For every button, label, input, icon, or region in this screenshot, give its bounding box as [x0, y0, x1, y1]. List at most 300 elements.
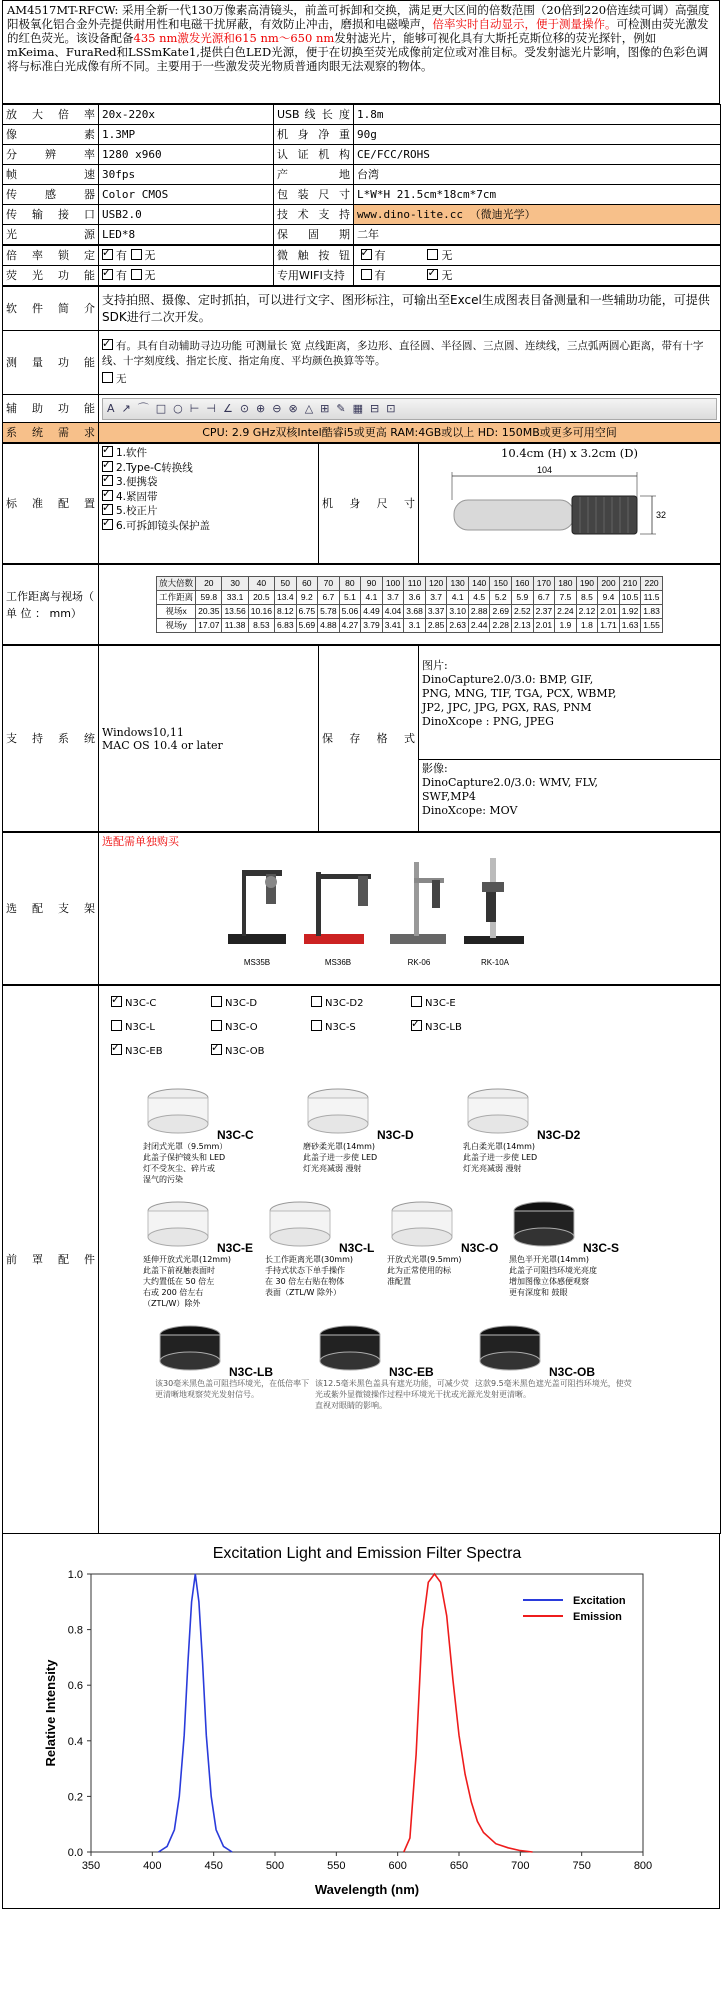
cap-checkbox[interactable]	[111, 1020, 122, 1031]
workdist-cell-value: 1.63	[619, 619, 641, 633]
intro-highlight-1: 倍率实时自动显示，便于测量操作。	[432, 17, 617, 31]
workdist-cell-value: 150	[490, 577, 512, 591]
cap-option-label: N3C-S	[325, 1022, 356, 1033]
cap-image	[303, 1080, 373, 1141]
stand-model-label: RK-10A	[480, 958, 509, 967]
cap-desc-line: 此盖子进一步使 LED	[303, 1153, 378, 1162]
touch-no-label: 无	[441, 249, 453, 262]
spec-value: 台湾	[354, 165, 721, 185]
cap-model-label: N3C-EB	[389, 1365, 434, 1379]
cap-image	[475, 1317, 545, 1378]
cap-row-2	[143, 1193, 720, 1309]
lock-yes-checkbox[interactable]	[102, 249, 113, 260]
workdist-cell-value: 8.12	[275, 605, 297, 619]
spec-value: L*W*H 21.5cm*18cm*7cm	[354, 185, 721, 205]
spec-value: 二年	[354, 225, 721, 245]
standard-items	[99, 444, 319, 564]
fluor-yes-checkbox[interactable]	[102, 269, 113, 280]
format-line: DinoCapture2.0/3.0: BMP, GIF,	[422, 673, 594, 686]
fluor-no-checkbox[interactable]	[131, 269, 142, 280]
spec-label: USB 线 长 度	[274, 105, 354, 125]
spec-row	[3, 145, 721, 165]
cap-model-label: N3C-D2	[537, 1128, 581, 1142]
microscope-body	[454, 500, 574, 530]
format-title: 影像:	[422, 762, 448, 775]
y-tick-label: 0.2	[67, 1791, 83, 1804]
workdist-cell-value: 130	[447, 577, 469, 591]
cap-option	[111, 1044, 211, 1068]
cap-desc-line: 此盖子保护镜头和 LED	[143, 1153, 226, 1162]
spec-value: 30fps	[99, 165, 274, 185]
workdist-cell-value: 10.16	[248, 605, 274, 619]
cap-option	[311, 1020, 411, 1044]
toolbar-tool-icon[interactable]: ⊗	[288, 402, 298, 415]
lock-no-checkbox[interactable]	[131, 249, 142, 260]
standard-item-label: 2.Type-C转换线	[116, 461, 193, 474]
workdist-cell-value: 1.8	[576, 619, 598, 633]
format-cell	[419, 646, 721, 832]
workdist-cell-value: 59.8	[196, 591, 222, 605]
cap-checkbox[interactable]	[211, 1020, 222, 1031]
toolbar-tool-icon[interactable]: ⊕	[256, 402, 266, 415]
wifi-options	[354, 266, 721, 286]
toolbar-tool-icon[interactable]: ✎	[336, 402, 346, 415]
cap-option	[411, 1020, 511, 1044]
cap-item	[143, 1080, 303, 1185]
cap-option	[311, 996, 411, 1020]
standard-item	[102, 519, 315, 534]
workdist-cell-value: 2.69	[490, 605, 512, 619]
cap-option-label: N3C-O	[225, 1022, 258, 1033]
spectra-chart	[3, 1534, 719, 1904]
workdist-cell-value: 2.24	[555, 605, 577, 619]
cap-desc-line: 在 30 倍左右贴在物体	[265, 1277, 345, 1286]
workdist-cell-value: 110	[404, 577, 426, 591]
workdist-cell-value: 4.5	[468, 591, 490, 605]
spec-label: 机 身 净 重	[274, 125, 354, 145]
spec-label: 光 源	[3, 225, 99, 245]
cap-checkbox[interactable]	[211, 1044, 222, 1055]
cap-checkbox[interactable]	[411, 996, 422, 1007]
dim-diameter-label: 32	[656, 510, 667, 520]
toolbar-tool-icon[interactable]: ⊡	[386, 402, 396, 415]
workdist-cell-value: 放大倍数	[157, 577, 196, 591]
cap-model-label: N3C-O	[461, 1241, 499, 1255]
cap-option	[111, 1020, 211, 1044]
chart-title: Excitation Light and Emission Filter Spectra	[212, 1545, 522, 1562]
workdist-cell-value: 8.53	[248, 619, 274, 633]
stand-model-label: RK-06	[407, 958, 431, 967]
cap-item	[387, 1193, 509, 1287]
intro-text-1: AM4517MT-RFCW: 采用全新一代130万像素高清镜头，前盖可拆卸和交换，满足更大区间的倍数范围（20倍到220倍连续可调）高强度阳极氧化铝合金外壳提供耐用性和电磁干扰屏蔽，有效防止冲击，磨损和电磁噪声，	[7, 3, 710, 31]
workdist-cell-value: 13.4	[275, 591, 297, 605]
cap-item	[303, 1080, 463, 1174]
standard-item-label: 3.便携袋	[116, 476, 158, 488]
toolbar-tool-icon[interactable]: △	[304, 402, 314, 415]
workdist-row	[157, 605, 663, 619]
spec-value: 20x-220x	[99, 105, 274, 125]
workdist-cell-value: 6.7	[318, 591, 340, 605]
workdist-cell-value: 190	[576, 577, 598, 591]
spec-label: 传 感 器	[3, 185, 99, 205]
cap-desc-line: 表面（ZTL/W 除外）	[265, 1288, 341, 1297]
image-formats	[419, 657, 720, 760]
wifi-label: 专用WIFI支持	[274, 266, 354, 286]
cap-model-label: N3C-S	[583, 1241, 620, 1255]
cap-desc-line: 黑色半开光罩(14mm)	[509, 1255, 590, 1264]
cap-desc-line: 灯不受灰尘、碎片或	[143, 1164, 215, 1173]
cap-model-label: N3C-OB	[549, 1365, 596, 1379]
fluor-label: 荧 光 功 能	[3, 266, 99, 286]
workdist-cell-value: 1.71	[598, 619, 620, 633]
cap-item	[143, 1193, 265, 1309]
workdist-cell-value: 4.1	[361, 591, 383, 605]
measure-no-checkbox[interactable]	[102, 372, 113, 383]
workdist-cell-value: 13.56	[222, 605, 248, 619]
workdist-cell-value: 200	[598, 577, 620, 591]
workdist-cell-value: 2.63	[447, 619, 469, 633]
cap-desc-line: 湿气的污染	[143, 1175, 183, 1184]
touch-options	[354, 246, 721, 266]
cap-option-label: N3C-D2	[325, 998, 364, 1009]
cap-item	[509, 1193, 631, 1298]
standard-item-checkbox[interactable]	[102, 475, 113, 486]
cap-desc-line: 长工作距离光罩(30mm)	[265, 1255, 354, 1264]
cap-item	[155, 1317, 315, 1400]
cap-desc-line: 磨砂柔光罩(14mm)	[303, 1142, 376, 1151]
workdist-cell-value: 视场y	[157, 619, 196, 633]
workdist-cell-value: 220	[641, 577, 663, 591]
x-tick-label: 500	[265, 1860, 285, 1872]
cap-checkbox[interactable]	[311, 996, 322, 1007]
toolbar-tool-icon[interactable]: ▦	[352, 402, 364, 415]
toolbar-tool-icon[interactable]: ⊣	[206, 402, 216, 415]
workdist-cell-value: 17.07	[196, 619, 222, 633]
cap-image	[315, 1317, 385, 1378]
spec-value: 1.3MP	[99, 125, 274, 145]
standard-item	[102, 446, 315, 461]
x-tick-label: 600	[388, 1860, 407, 1872]
workdist-cell-value: 1.83	[641, 605, 663, 619]
spec-row	[3, 165, 721, 185]
spec-value: www.dino-lite.cc （微迪光学）	[354, 205, 721, 225]
stand-model-label: MS36B	[324, 958, 352, 967]
workdist-cell-value: 6.83	[275, 619, 297, 633]
lock-label: 倍 率 锁 定	[3, 246, 99, 266]
cap-model-label: N3C-C	[217, 1128, 254, 1142]
cap-desc-line: 手持式状态下单手操作	[265, 1266, 345, 1275]
microscope-head	[572, 496, 637, 534]
cap-desc-line: 延伸开放式光罩(12mm)	[143, 1255, 232, 1264]
legend-label: Excitation	[573, 1595, 626, 1607]
workdist-cell-value: 90	[361, 577, 383, 591]
workdist-cell-value: 2.01	[598, 605, 620, 619]
workdist-cell-value: 33.1	[222, 591, 248, 605]
cap-desc-line: 灯光亮减弱 漫射	[463, 1164, 522, 1173]
touch-yes-checkbox[interactable]	[361, 249, 372, 260]
workdist-cell-value: 5.06	[339, 605, 361, 619]
workdist-cell-value: 10.5	[619, 591, 641, 605]
measure-yes-text: 有。具有自动辅助寻边功能 可测量长 宽 点线距离，多边形、直径圆、半径圆、三点圆、连续线，三点弧两圆心距离，带有十字线、十字刻度线、指定长度、指定角度、平均颜色换算等等。	[102, 339, 704, 367]
spec-label: 放 大 倍 率	[3, 105, 99, 125]
cap-image	[509, 1193, 579, 1254]
workdist-cell-value: 20.35	[196, 605, 222, 619]
toolbar-tool-icon[interactable]: ⊞	[320, 402, 330, 415]
spec-table-3	[2, 286, 721, 443]
measure-no-text: 无	[116, 372, 127, 385]
cap-desc-line: 增加图像立体感便观察	[509, 1277, 589, 1286]
workdist-cell-value: 20	[196, 577, 222, 591]
toolbar-tool-icon[interactable]: ⊟	[370, 402, 380, 415]
workdist-cell-value: 2.13	[512, 619, 534, 633]
spec-row	[3, 225, 721, 245]
stand-option	[222, 852, 292, 969]
spec-value: 1.8m	[354, 105, 721, 125]
cap-image	[463, 1080, 533, 1141]
workdist-row	[157, 577, 663, 591]
cap-checkbox[interactable]	[111, 996, 122, 1007]
standard-item	[102, 475, 315, 490]
measure-label: 测 量 功 能	[3, 331, 99, 395]
cap-image	[155, 1317, 225, 1378]
lock-no-label: 无	[144, 249, 156, 262]
cap-option-label: N3C-L	[125, 1022, 156, 1033]
standard-item-checkbox[interactable]	[102, 519, 113, 530]
spec-table-8	[2, 985, 721, 1534]
spec-value: LED*8	[99, 225, 274, 245]
workdist-cell-value: 1.55	[641, 619, 663, 633]
cap-option	[211, 996, 311, 1020]
spec-label: 技 术 支 持	[274, 205, 354, 225]
cap-image	[265, 1193, 335, 1254]
cap-desc-line: 此盖子可阻挡环境光亮度	[509, 1266, 597, 1275]
spec-table-5	[2, 564, 721, 645]
cap-option-label: N3C-E	[425, 998, 456, 1009]
toolbar-tool-icon[interactable]: A	[107, 402, 115, 415]
toolbar-tool-icon[interactable]: ↗	[121, 402, 131, 415]
toolbar-tool-icon[interactable]: ⌒	[137, 402, 149, 415]
standard-label: 标 准 配 置	[3, 444, 99, 564]
fluor-yes-label: 有	[116, 269, 127, 282]
x-tick-label: 700	[511, 1860, 530, 1872]
system-text: CPU: 2.9 GHz双核Intel酷睿i5或更高 RAM:4GB或以上 HD: 150MB或更多可用空间	[99, 423, 721, 443]
spec-table	[2, 104, 721, 245]
cap-desc: 该30毫米黑色盖可阻挡环境光，在低倍率下更清晰地观察荧光发射信号。	[155, 1379, 310, 1399]
y-tick-label: 0.4	[67, 1735, 83, 1748]
size-cell	[419, 444, 721, 564]
software-label: 软 件 简 介	[3, 287, 99, 331]
cap-desc-line: 此盖子进一步使 LED	[463, 1153, 538, 1162]
wifi-yes-label: 有	[374, 269, 386, 282]
video-formats	[419, 760, 720, 820]
workdist-cell-value: 2.88	[468, 605, 490, 619]
workdist-cell-value: 3.68	[404, 605, 426, 619]
standard-item-label: 1.软件	[116, 447, 148, 459]
lock-options	[99, 246, 274, 266]
software-text: 支持拍照、摄像、定时抓拍，可以进行文字、图形标注，可输出至Excel生成图表目备测量和一些辅助功能，可提供SDK进行二次开发。	[99, 287, 721, 331]
cap-row-3	[155, 1317, 720, 1411]
workdist-cell-value: 180	[555, 577, 577, 591]
standard-item-label: 4.紧固带	[116, 490, 158, 503]
cap-desc-line: 此为正常使用的标	[387, 1266, 451, 1275]
workdist-cell-value: 140	[468, 577, 490, 591]
x-tick-label: 550	[327, 1860, 346, 1872]
y-tick-label: 1.0	[67, 1569, 83, 1581]
standard-item	[102, 504, 315, 519]
toolbar-tool-icon[interactable]: ∠	[222, 402, 233, 415]
workdist-cell-value: 70	[318, 577, 340, 591]
cap-checks	[99, 986, 531, 1068]
cap-option	[411, 996, 511, 1020]
standard-item-checkbox[interactable]	[102, 446, 113, 457]
workdist-cell-value: 工作距离	[157, 591, 196, 605]
stand-cell	[99, 833, 721, 985]
wifi-yes-checkbox[interactable]	[361, 269, 372, 280]
format-line: JP2, JPC, JPG, PGX, RAS, PNM	[422, 701, 592, 714]
spec-table-2	[2, 245, 721, 286]
format-label: 保 存 格 式	[319, 646, 419, 832]
intro-text-2: 可检测由荧光激发的红色荧光。该设备配备	[7, 17, 709, 45]
cap-desc-line: 灯光亮减弱 漫射	[303, 1164, 362, 1173]
workdist-cell-value: 40	[248, 577, 274, 591]
workdist-cell-value: 1.92	[619, 605, 641, 619]
standard-item	[102, 461, 315, 476]
os-cell	[99, 646, 319, 832]
spec-value: USB2.0	[99, 205, 274, 225]
spec-label: 传 输 接 口	[3, 205, 99, 225]
standard-item-checkbox[interactable]	[102, 461, 113, 472]
workdist-cell-value: 60	[296, 577, 318, 591]
workdist-cell-value: 5.2	[490, 591, 512, 605]
cap-image	[143, 1080, 213, 1141]
fluor-no-label: 无	[144, 269, 156, 282]
stand-model-label: MS35B	[243, 958, 271, 967]
workdist-cell-value: 3.6	[404, 591, 426, 605]
workdist-cell-value: 8.5	[576, 591, 598, 605]
workdist-cell-value: 80	[339, 577, 361, 591]
x-tick-label: 400	[143, 1860, 162, 1872]
intro-highlight-2: 435 nm激发光源和615 nm～650 nm	[133, 31, 335, 45]
workdist-cell-value: 210	[619, 577, 641, 591]
workdist-cell-value: 5.78	[318, 605, 340, 619]
toolbar-tool-icon[interactable]: □	[155, 402, 167, 415]
toolbar-tool-icon[interactable]: ⊖	[272, 402, 282, 415]
stand-note: 选配需单独购买	[102, 835, 179, 848]
spec-label: 帧 速	[3, 165, 99, 185]
wifi-no-label: 无	[441, 269, 453, 282]
workdist-cell-value: 2.44	[468, 619, 490, 633]
cap-cell	[99, 986, 721, 1534]
measure-options	[99, 331, 721, 395]
cap-checkbox[interactable]	[311, 1020, 322, 1031]
cap-checkbox[interactable]	[111, 1044, 122, 1055]
spec-sheet	[2, 0, 720, 1909]
workdist-table	[156, 576, 663, 633]
spec-label: 认 证 机 构	[274, 145, 354, 165]
workdist-cell-value: 5.1	[339, 591, 361, 605]
x-tick-label: 350	[81, 1860, 101, 1872]
cap-desc-line: 乳白柔光罩(14mm)	[463, 1142, 536, 1151]
workdist-cell-value: 9.4	[598, 591, 620, 605]
cap-checkbox[interactable]	[211, 996, 222, 1007]
cap-checkbox[interactable]	[411, 1020, 422, 1031]
spec-table-7	[2, 832, 721, 985]
measure-yes-checkbox[interactable]	[102, 339, 113, 350]
cap-desc-line: 大约置低在 50 倍左	[143, 1277, 215, 1286]
workdist-cell-value: 2.85	[425, 619, 447, 633]
legend-label: Emission	[573, 1611, 622, 1623]
y-tick-label: 0.6	[67, 1680, 83, 1693]
workdist-row	[157, 619, 663, 633]
workdist-cell-value: 3.7	[425, 591, 447, 605]
workdist-cell-value: 100	[382, 577, 404, 591]
cap-desc-line: 更有深度和 鼓眼	[509, 1288, 568, 1297]
cap-model-label: N3C-L	[339, 1241, 375, 1255]
cap-image	[143, 1193, 213, 1254]
spec-label: 产 地	[274, 165, 354, 185]
cap-option-label: N3C-C	[125, 998, 157, 1009]
stand-option	[384, 852, 454, 969]
workdist-cell-value: 视场x	[157, 605, 196, 619]
workdist-cell-value: 20.5	[248, 591, 274, 605]
touch-no-checkbox[interactable]	[427, 249, 438, 260]
stand-option	[460, 852, 530, 969]
cap-desc-line: 开放式光罩(9.5mm)	[387, 1255, 462, 1264]
x-tick-label: 750	[572, 1860, 591, 1872]
cap-model-label: N3C-E	[217, 1241, 254, 1255]
workdist-cell-value: 4.04	[382, 605, 404, 619]
spec-value: CE/FCC/ROHS	[354, 145, 721, 165]
aux-toolbar-cell	[99, 395, 721, 423]
workdist-cell-value: 4.88	[318, 619, 340, 633]
toolbar-tool-icon[interactable]: ○	[173, 402, 183, 415]
y-tick-label: 0.0	[67, 1847, 83, 1859]
workdist-cell-value: 1.9	[555, 619, 577, 633]
spec-value: 90g	[354, 125, 721, 145]
standard-item-checkbox[interactable]	[102, 490, 113, 501]
cap-model-label: N3C-D	[377, 1128, 414, 1142]
wifi-no-checkbox[interactable]	[427, 269, 438, 280]
cap-desc-line: 准配置	[387, 1277, 411, 1286]
stand-option	[298, 852, 378, 969]
stands-row	[222, 852, 717, 969]
workdist-cell-value: 50	[275, 577, 297, 591]
cap-image	[387, 1193, 457, 1254]
workdist-label: 工作距离与视场（ 单 位 ： mm）	[3, 565, 99, 645]
workdist-cell-value: 5.9	[512, 591, 534, 605]
workdist-cell-value: 2.01	[533, 619, 555, 633]
workdist-cell-value: 170	[533, 577, 555, 591]
format-line: PNG, MNG, TIF, TGA, PCX, WBMP,	[422, 687, 617, 700]
cap-option-label: N3C-LB	[425, 1022, 462, 1033]
workdist-cell-value: 5.69	[296, 619, 318, 633]
spec-row	[3, 185, 721, 205]
os-line-1: Windows10,11	[102, 725, 184, 739]
cap-item	[463, 1080, 623, 1174]
stand-label: 选 配 支 架	[3, 833, 99, 985]
toolbar-tool-icon[interactable]: ⊙	[239, 402, 250, 415]
workdist-cell-value: 9.2	[296, 591, 318, 605]
x-tick-label: 450	[204, 1860, 223, 1872]
standard-item-checkbox[interactable]	[102, 504, 113, 515]
format-line: DinoXcope: MOV	[422, 804, 518, 817]
aux-toolbar	[102, 398, 717, 420]
workdist-cell-value: 2.12	[576, 605, 598, 619]
format-line: DinoCapture2.0/3.0: WMV, FLV,	[422, 776, 598, 789]
cap-desc: 该12.5毫米黑色盖具有遮光功能，可减少荧光或紫外显微镜操作过程中环境光干扰或光源直视对眼睛的影响。	[315, 1379, 475, 1410]
system-label: 系 统 需 求	[3, 423, 99, 443]
toolbar-tool-icon[interactable]: ⊢	[189, 402, 200, 415]
